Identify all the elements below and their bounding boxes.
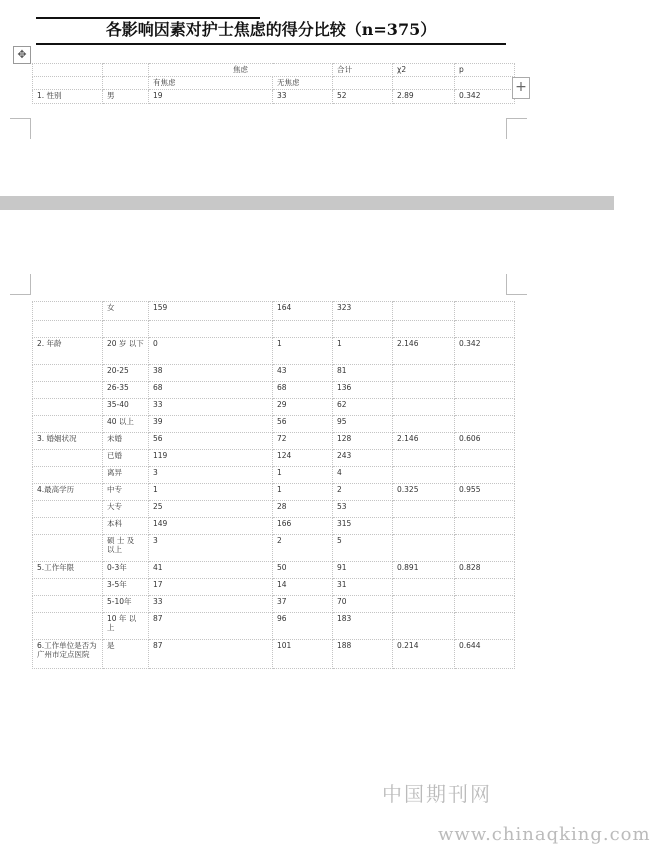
table-cell: 40 以上 bbox=[103, 416, 149, 433]
table-cell: 33 bbox=[149, 399, 273, 416]
table-cell bbox=[455, 467, 515, 484]
table-cell bbox=[455, 416, 515, 433]
table-cell: 119 bbox=[149, 450, 273, 467]
watermark-text: 中国期刊网 bbox=[382, 782, 492, 806]
table-cell bbox=[103, 64, 149, 77]
table-cell: 124 bbox=[273, 450, 333, 467]
header-anxiety: 焦虑 bbox=[149, 64, 333, 77]
table-cell: 243 bbox=[333, 450, 393, 467]
table-cell: 已婚 bbox=[103, 450, 149, 467]
table-cell: 62 bbox=[333, 399, 393, 416]
table-cell: 2.89 bbox=[393, 90, 455, 104]
table-cell bbox=[33, 64, 103, 77]
table-cell: 68 bbox=[149, 382, 273, 399]
table-subheader-row bbox=[33, 77, 515, 90]
table-row bbox=[33, 321, 515, 338]
table-cell: 0.325 bbox=[393, 484, 455, 501]
table-cell: 5.工作年限 bbox=[33, 562, 103, 579]
table-cell: 136 bbox=[333, 382, 393, 399]
table-cell: 0.606 bbox=[455, 433, 515, 450]
table-cell: 33 bbox=[149, 596, 273, 613]
table-page-1 bbox=[32, 63, 515, 104]
table-cell: 39 bbox=[149, 416, 273, 433]
table-cell: 1 bbox=[273, 467, 333, 484]
table-cell: 1. 性别 bbox=[33, 90, 103, 104]
table-cell: 28 bbox=[273, 501, 333, 518]
table-cell bbox=[393, 77, 455, 90]
table-row bbox=[33, 302, 515, 321]
table-cell: 0.342 bbox=[455, 90, 515, 104]
table-cell bbox=[393, 450, 455, 467]
table-cell: 29 bbox=[273, 399, 333, 416]
table-cell: 1 bbox=[149, 484, 273, 501]
table-cell bbox=[455, 518, 515, 535]
table-row bbox=[33, 579, 515, 596]
table-cell bbox=[33, 596, 103, 613]
table-cell: 56 bbox=[149, 433, 273, 450]
margin-corner-mark bbox=[10, 118, 31, 139]
table-cell: 女 bbox=[103, 302, 149, 321]
table-cell bbox=[455, 382, 515, 399]
table-move-handle-icon[interactable]: ✥ bbox=[13, 46, 31, 64]
table-cell: 19 bbox=[149, 90, 273, 104]
table-cell bbox=[273, 321, 333, 338]
table-cell: 未婚 bbox=[103, 433, 149, 450]
header-chi: χ2 bbox=[393, 64, 455, 77]
table-cell bbox=[455, 365, 515, 382]
table-cell bbox=[33, 302, 103, 321]
header-total: 合计 bbox=[333, 64, 393, 77]
table-cell: 81 bbox=[333, 365, 393, 382]
table-cell bbox=[393, 518, 455, 535]
table-cell bbox=[33, 382, 103, 399]
table-cell: 6.工作单位是否为广州市定点医院 bbox=[33, 640, 103, 669]
table-cell bbox=[33, 579, 103, 596]
table-cell bbox=[455, 450, 515, 467]
table-cell: 96 bbox=[273, 613, 333, 640]
table-cell: 大专 bbox=[103, 501, 149, 518]
table-cell bbox=[455, 77, 515, 90]
add-column-plus-icon[interactable]: + bbox=[512, 77, 530, 99]
table-row bbox=[33, 562, 515, 579]
table-cell: 72 bbox=[273, 433, 333, 450]
table-cell: 183 bbox=[333, 613, 393, 640]
table-cell bbox=[33, 399, 103, 416]
table-cell: 2 bbox=[333, 484, 393, 501]
table-cell bbox=[455, 613, 515, 640]
table-cell bbox=[393, 596, 455, 613]
table-cell bbox=[33, 416, 103, 433]
table-row bbox=[33, 90, 515, 104]
table-cell: 315 bbox=[333, 518, 393, 535]
table-cell bbox=[393, 613, 455, 640]
table-cell bbox=[33, 467, 103, 484]
table-cell bbox=[33, 518, 103, 535]
table-cell bbox=[333, 77, 393, 90]
table-cell: 3-5年 bbox=[103, 579, 149, 596]
table-cell: 101 bbox=[273, 640, 333, 669]
table-cell: 43 bbox=[273, 365, 333, 382]
table-cell bbox=[455, 579, 515, 596]
table-header-row bbox=[33, 64, 515, 77]
table-row bbox=[33, 640, 515, 669]
table-row bbox=[33, 416, 515, 433]
table-row bbox=[33, 613, 515, 640]
table-row bbox=[33, 365, 515, 382]
table-cell: 0 bbox=[149, 338, 273, 365]
table-cell: 35-40 bbox=[103, 399, 149, 416]
table-cell: 5-10年 bbox=[103, 596, 149, 613]
table-row bbox=[33, 338, 515, 365]
table-cell: 1 bbox=[333, 338, 393, 365]
table-cell: 149 bbox=[149, 518, 273, 535]
document-page-2 bbox=[0, 210, 651, 845]
header-p: p bbox=[455, 64, 515, 77]
table-cell: 是 bbox=[103, 640, 149, 669]
table-cell bbox=[103, 77, 149, 90]
table-cell bbox=[333, 321, 393, 338]
margin-corner-mark bbox=[506, 274, 527, 295]
table-cell: 4.最高学历 bbox=[33, 484, 103, 501]
table-cell bbox=[455, 596, 515, 613]
table-cell: 1 bbox=[273, 338, 333, 365]
table-cell: 188 bbox=[333, 640, 393, 669]
table-cell bbox=[103, 321, 149, 338]
table-cell bbox=[393, 579, 455, 596]
table-cell: 26-35 bbox=[103, 382, 149, 399]
table-cell: 离异 bbox=[103, 467, 149, 484]
table-cell bbox=[393, 382, 455, 399]
table-cell: 166 bbox=[273, 518, 333, 535]
table-cell: 男 bbox=[103, 90, 149, 104]
table-cell: 2. 年龄 bbox=[33, 338, 103, 365]
header-no-anxiety: 无焦虑 bbox=[273, 77, 333, 90]
table-cell: 0.342 bbox=[455, 338, 515, 365]
table-cell bbox=[33, 77, 103, 90]
table-cell: 0.644 bbox=[455, 640, 515, 669]
margin-corner-mark bbox=[506, 118, 527, 139]
table-cell: 本科 bbox=[103, 518, 149, 535]
table-cell: 4 bbox=[333, 467, 393, 484]
table-cell bbox=[393, 501, 455, 518]
table-cell bbox=[33, 321, 103, 338]
page-title: 各影响因素对护士焦虑的得分比较（n=375） bbox=[105, 20, 437, 39]
table-cell: 70 bbox=[333, 596, 393, 613]
table-row bbox=[33, 399, 515, 416]
table-cell: 3 bbox=[149, 467, 273, 484]
table-cell: 31 bbox=[333, 579, 393, 596]
table-cell: 68 bbox=[273, 382, 333, 399]
table-cell bbox=[455, 535, 515, 562]
table-cell: 3. 婚姻状况 bbox=[33, 433, 103, 450]
table-cell bbox=[33, 501, 103, 518]
margin-corner-mark bbox=[10, 274, 31, 295]
title-bottom-rule bbox=[36, 43, 506, 45]
table-cell: 25 bbox=[149, 501, 273, 518]
table-cell: 0-3年 bbox=[103, 562, 149, 579]
table-cell bbox=[455, 302, 515, 321]
table-cell: 0.214 bbox=[393, 640, 455, 669]
watermark-url: www.chinaqking.com bbox=[438, 824, 651, 845]
table-cell: 41 bbox=[149, 562, 273, 579]
table-cell: 52 bbox=[333, 90, 393, 104]
table-cell: 53 bbox=[333, 501, 393, 518]
table-row bbox=[33, 433, 515, 450]
document-page-1 bbox=[0, 0, 614, 196]
table-cell: 50 bbox=[273, 562, 333, 579]
table-cell: 0.828 bbox=[455, 562, 515, 579]
table-cell bbox=[393, 416, 455, 433]
table-cell bbox=[455, 321, 515, 338]
table-cell: 87 bbox=[149, 640, 273, 669]
table-cell bbox=[455, 399, 515, 416]
table-cell: 164 bbox=[273, 302, 333, 321]
table-cell: 33 bbox=[273, 90, 333, 104]
table-cell: 3 bbox=[149, 535, 273, 562]
table-cell: 硕 士 及 以上 bbox=[103, 535, 149, 562]
table-row bbox=[33, 518, 515, 535]
table-cell: 95 bbox=[333, 416, 393, 433]
page-gap bbox=[0, 196, 614, 210]
table-cell: 2.146 bbox=[393, 338, 455, 365]
table-page-2 bbox=[32, 301, 515, 669]
table-cell: 10 年 以 上 bbox=[103, 613, 149, 640]
table-row bbox=[33, 596, 515, 613]
table-row bbox=[33, 450, 515, 467]
table-cell: 91 bbox=[333, 562, 393, 579]
table-cell: 323 bbox=[333, 302, 393, 321]
table-cell bbox=[393, 365, 455, 382]
table-cell: 0.955 bbox=[455, 484, 515, 501]
table-cell: 56 bbox=[273, 416, 333, 433]
table-cell bbox=[455, 501, 515, 518]
table-cell: 中专 bbox=[103, 484, 149, 501]
table-cell: 87 bbox=[149, 613, 273, 640]
table-cell bbox=[393, 535, 455, 562]
table-row bbox=[33, 467, 515, 484]
table-cell bbox=[33, 535, 103, 562]
header-has-anxiety: 有焦虑 bbox=[149, 77, 273, 90]
table-cell bbox=[393, 302, 455, 321]
table-cell: 20 岁 以下 bbox=[103, 338, 149, 365]
table-row bbox=[33, 484, 515, 501]
table-cell bbox=[33, 365, 103, 382]
table-row bbox=[33, 501, 515, 518]
table-cell: 128 bbox=[333, 433, 393, 450]
table-cell bbox=[33, 613, 103, 640]
table-row bbox=[33, 535, 515, 562]
table-cell: 20-25 bbox=[103, 365, 149, 382]
table-cell bbox=[393, 321, 455, 338]
table-cell: 5 bbox=[333, 535, 393, 562]
table-cell: 2.146 bbox=[393, 433, 455, 450]
table-cell: 37 bbox=[273, 596, 333, 613]
table-cell: 159 bbox=[149, 302, 273, 321]
table-cell: 38 bbox=[149, 365, 273, 382]
table-row bbox=[33, 382, 515, 399]
table-cell: 14 bbox=[273, 579, 333, 596]
table-cell bbox=[33, 450, 103, 467]
table-cell: 1 bbox=[273, 484, 333, 501]
table-cell bbox=[393, 467, 455, 484]
table-cell bbox=[393, 399, 455, 416]
table-cell bbox=[149, 321, 273, 338]
table-cell: 0.891 bbox=[393, 562, 455, 579]
table-cell: 17 bbox=[149, 579, 273, 596]
table-cell: 2 bbox=[273, 535, 333, 562]
